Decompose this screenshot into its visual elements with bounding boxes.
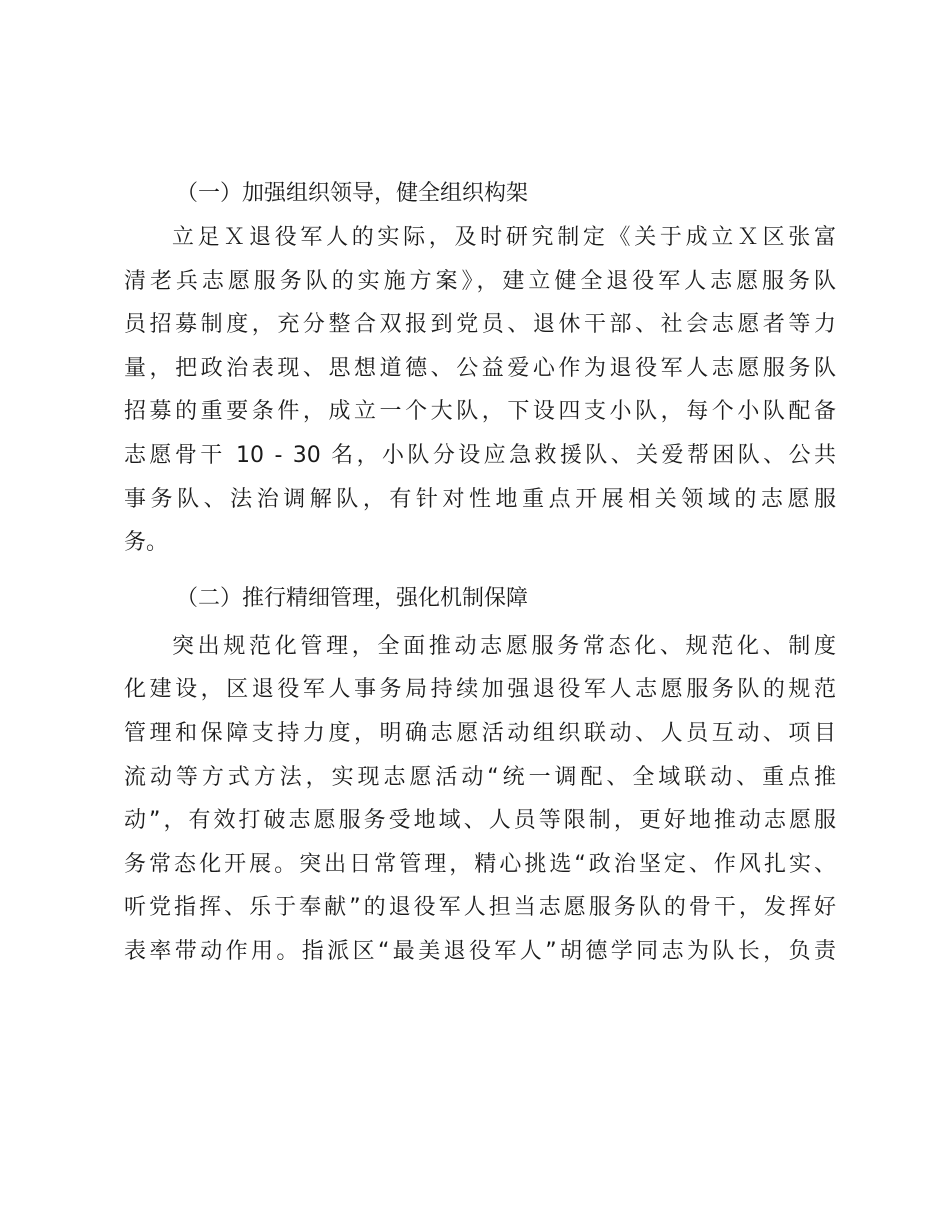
paragraph-line: 量，把政治表现、思想道德、公益爱心作为退役军人志愿服务队 — [124, 355, 836, 381]
paragraph-line: 流动等方式方法，实现志愿活动“统一调配、全域联动、重点推 — [124, 764, 836, 790]
paragraph-line: 立足Ｘ退役军人的实际，及时研究制定《关于成立Ｘ区张富 — [172, 225, 836, 250]
section-1-heading: （一）加强组织领导，健全组织构架 — [176, 181, 529, 206]
section-1-paragraph — [124, 216, 836, 565]
paragraph-line: 事务队、法治调解队，有针对性地重点开展相关领域的志愿服 — [124, 486, 836, 512]
section-2-paragraph — [124, 625, 836, 974]
paragraph-line: 动”，有效打破志愿服务受地域、人员等限制，更好地推动志愿服 — [124, 808, 836, 834]
paragraph-line: 管理和保障支持力度，明确志愿活动组织联动、人员互动、项目 — [124, 720, 836, 746]
paragraph-line: 志愿骨干 10 - 30 名，小队分设应急救援队、关爱帮困队、公共 — [124, 442, 836, 468]
paragraph-line: 员招募制度，充分整合双报到党员、退休干部、社会志愿者等力 — [124, 312, 836, 338]
paragraph-line: 务常态化开展。突出日常管理，精心挑选“政治坚定、作风扎实、 — [124, 851, 836, 877]
paragraph-line: 化建设，区退役军人事务局持续加强退役军人志愿服务队的规范 — [124, 677, 836, 703]
paragraph-line: 清老兵志愿服务队的实施方案》，建立健全退役军人志愿服务队 — [124, 268, 836, 294]
paragraph-line: 听党指挥、乐于奉献”的退役军人担当志愿服务队的骨干，发挥好 — [124, 895, 836, 921]
section-2-heading: （二）推行精细管理，强化机制保障 — [176, 585, 529, 611]
document-page — [124, 172, 836, 974]
paragraph-line: 表率带动作用。指派区“最美退役军人”胡德学同志为队长，负责 — [124, 938, 836, 964]
paragraph-line: 突出规范化管理，全面推动志愿服务常态化、规范化、制度 — [172, 633, 836, 659]
paragraph-line: 务。 — [124, 530, 169, 556]
paragraph-line: 招募的重要条件，成立一个大队，下设四支小队，每个小队配备 — [124, 399, 836, 425]
